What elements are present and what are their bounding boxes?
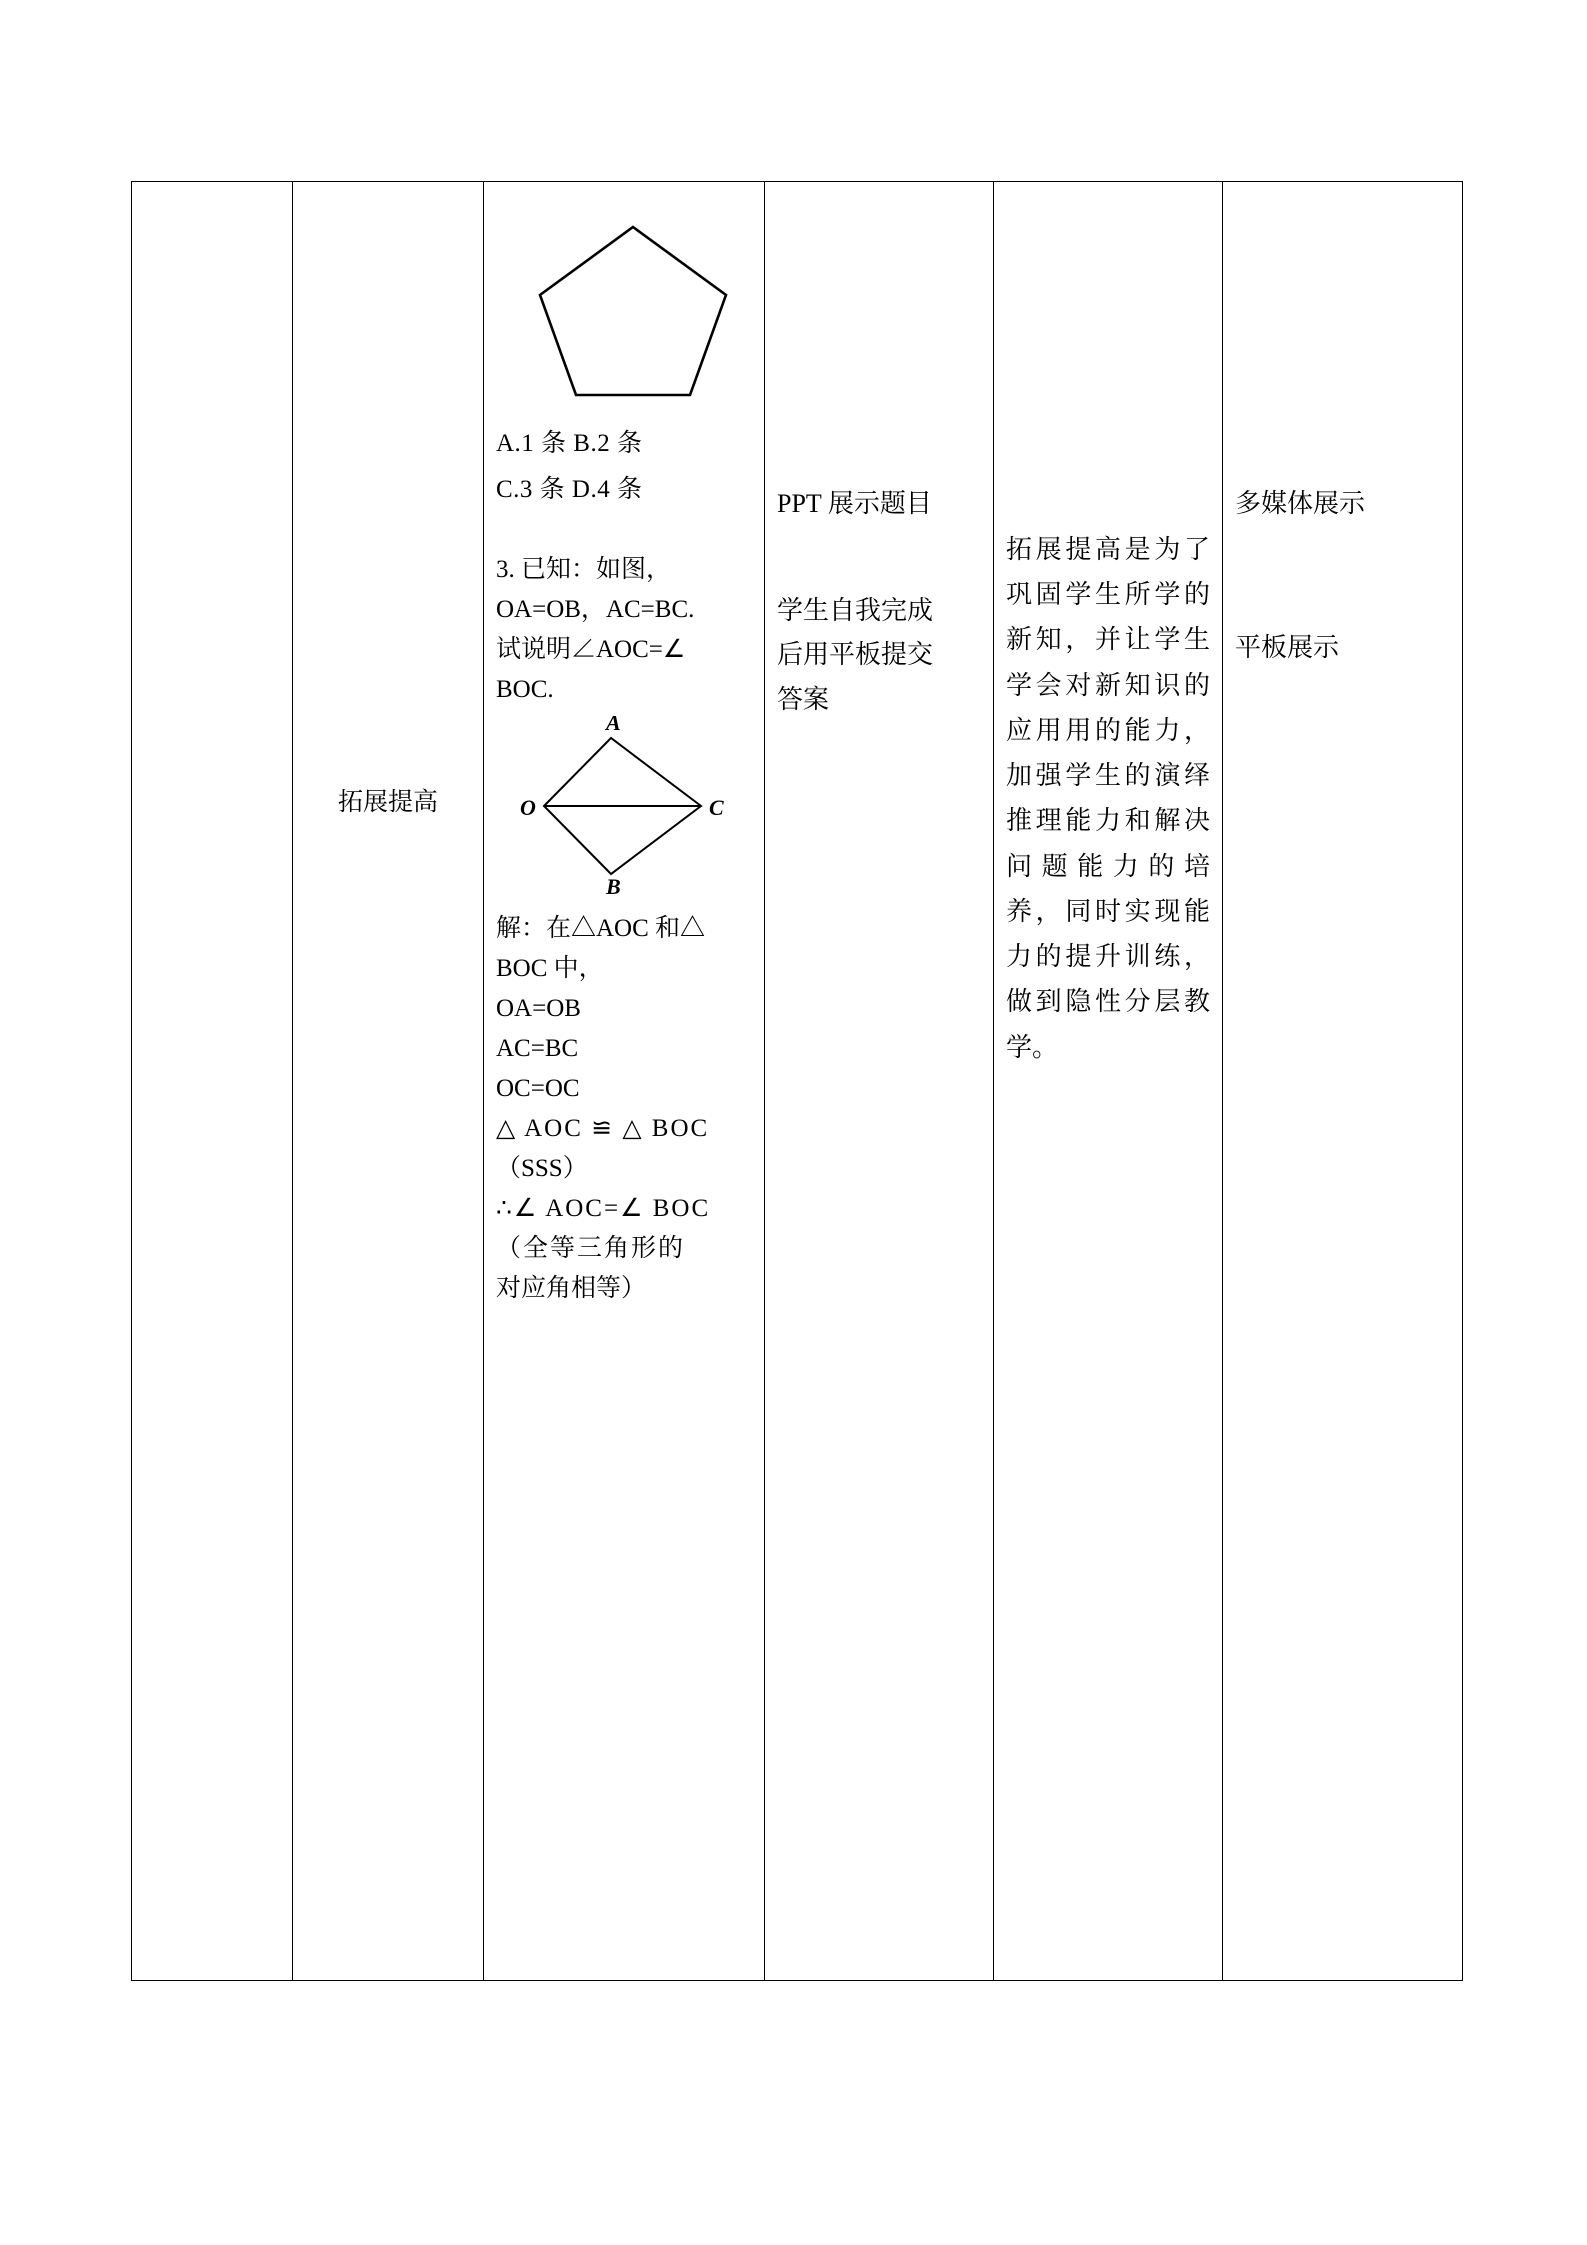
media-column xyxy=(1223,182,1462,680)
solution-line-10: 对应角相等） xyxy=(496,1275,647,1302)
solution-line-8: ∴∠ AOC=∠ BOC xyxy=(496,1195,711,1222)
svg-text:A: A xyxy=(606,716,621,735)
media-line-1: 多媒体展示 xyxy=(1235,489,1366,518)
solution-line-2: BOC 中， xyxy=(496,955,604,982)
question-3 xyxy=(496,550,752,710)
media-line-2: 平板展示 xyxy=(1235,633,1340,663)
svg-text:B: B xyxy=(606,874,621,896)
table-cell-content xyxy=(484,182,765,1981)
pentagon-figure xyxy=(496,217,752,402)
rationale-column xyxy=(994,182,1222,1080)
solution-line-7: （SSS） xyxy=(496,1155,588,1182)
question-3-line-4: BOC. xyxy=(496,676,554,703)
solution-block xyxy=(496,909,752,1309)
method-block-2-line-2: 后用平板提交 xyxy=(777,640,934,670)
svg-text:O: O xyxy=(520,795,536,820)
rationale-paragraph: 拓展提高是为了巩固学生所学的新知，并让学生学会对新知识的应用用的能力，加强学生的演绎推理能力和解决问题能力的培养，同时实现能力的提升训练，做到隐性分层教学。 xyxy=(1006,535,1210,1062)
content-column xyxy=(484,182,764,1319)
question-3-line-1: 3. 已知：如图， xyxy=(496,556,672,583)
lesson-plan-table xyxy=(131,181,1463,1981)
choice-line-1: A.1 条 B.2 条 xyxy=(496,430,643,457)
method-column xyxy=(765,182,993,733)
method-line-1: PPT 展示题目 xyxy=(777,489,932,518)
table-cell-media xyxy=(1223,182,1463,1981)
question-3-line-2: OA=OB，AC=BC. xyxy=(496,596,695,623)
pentagon-icon xyxy=(528,217,738,402)
kite-figure xyxy=(496,716,752,901)
solution-line-6: △ AOC ≌ △ BOC xyxy=(496,1115,710,1142)
method-block-2-line-1: 学生自我完成 xyxy=(777,595,934,625)
svg-text:C: C xyxy=(709,795,724,820)
method-block-2 xyxy=(777,589,981,723)
choice-line-2: C.3 条 D.4 条 xyxy=(496,476,643,503)
method-block-2-line-3: 答案 xyxy=(777,685,830,715)
solution-line-1: 解：在△AOC 和△ xyxy=(496,915,706,942)
question-3-line-3: 试说明∠AOC=∠ xyxy=(496,636,686,663)
solution-line-5: OC=OC xyxy=(496,1075,580,1102)
geometry-diagram-icon xyxy=(516,716,746,896)
table-cell-section-label xyxy=(293,182,484,1981)
empty-cell-content xyxy=(132,182,292,202)
table-cell-method xyxy=(765,182,994,1981)
table-cell-rationale xyxy=(994,182,1223,1981)
solution-line-9: （全等三角形的 xyxy=(496,1235,686,1262)
solution-line-4: AC=BC xyxy=(496,1035,579,1062)
solution-line-3: OA=OB xyxy=(496,995,581,1022)
table-cell-empty xyxy=(132,182,293,1981)
table-row xyxy=(132,182,1463,1981)
section-label: 拓展提高 xyxy=(337,789,438,816)
